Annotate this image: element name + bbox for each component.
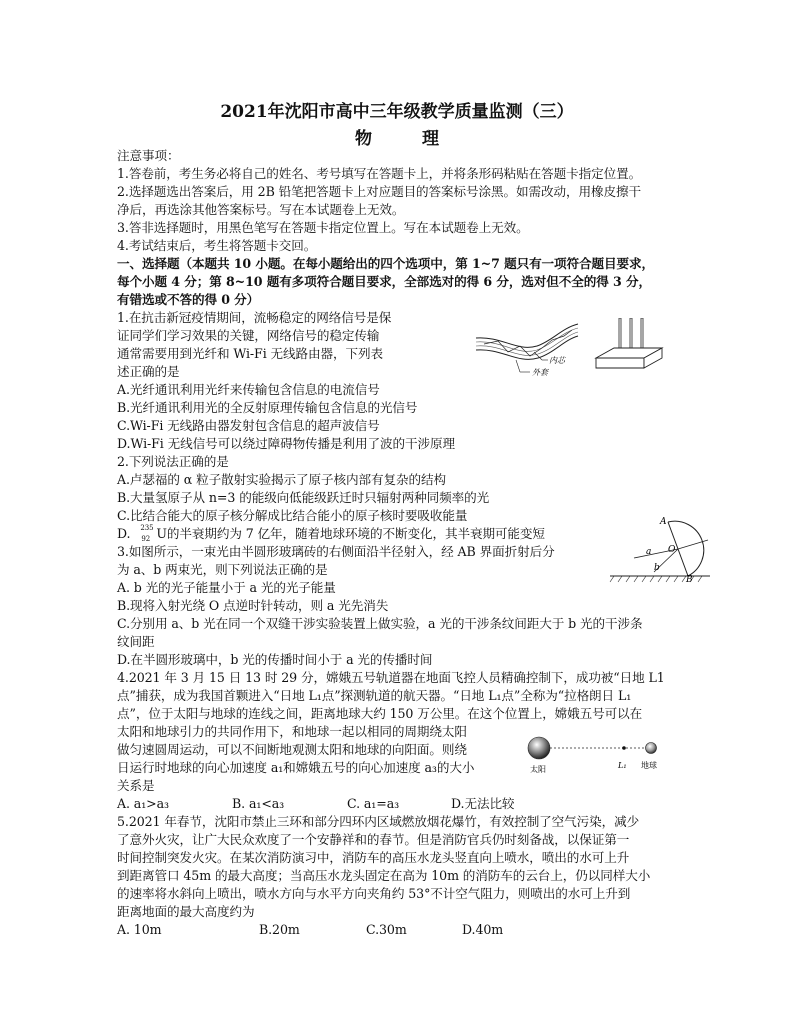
q3-stem: 3.如图所示，一束光由半圆形玻璃砖的右侧面沿半径射入，经 AB 界面折射后分 bbox=[117, 544, 555, 559]
wifi-router-figure bbox=[594, 318, 664, 374]
q2-option-c: C.比结合能大的原子核分解成比结合能小的原子核时要吸收能量 bbox=[117, 508, 468, 523]
q4-stem: 日运行时地球的向心加速度 a₁和嫦娥五号的向心加速度 a₃的大小 bbox=[117, 760, 475, 775]
q1-option-c: C.Wi-Fi 无线路由器发射包含信息的超声波信号 bbox=[117, 418, 380, 433]
q3-option-c: 纹间距 bbox=[117, 634, 155, 649]
notice-item: 4.考试结束后，考生将答题卡交回。 bbox=[117, 238, 317, 253]
optical-fiber-figure bbox=[472, 316, 582, 378]
earth-icon bbox=[646, 743, 657, 754]
l1-point-icon bbox=[622, 746, 626, 750]
nuclide-notation bbox=[140, 523, 156, 543]
q3-option-a: A. b 光的光子能量小于 a 光的光子能量 bbox=[117, 580, 336, 595]
section-heading: 每个小题 4 分；第 8~10 题有多项符合题目要求，全部选对的得 6 分，选对但不全的得 3 分， bbox=[117, 274, 651, 289]
q5-stem: 了意外火灾，让广大民众欢度了一个安静祥和的春节。但是消防官兵仍时刻备战，以保证第一 bbox=[117, 832, 630, 847]
q2-option-d bbox=[117, 525, 545, 543]
sun-earth-l1-figure bbox=[522, 732, 672, 774]
q4-option-c: C. a₁=a₃ bbox=[347, 796, 400, 811]
q4-stem: 4.2021 年 3 月 15 日 13 时 29 分，嫦娥五号轨道器在地面飞控人员精确控制下，成功被“日地 L1 bbox=[117, 670, 665, 685]
q3-option-d: D.在半圆形玻璃中，b 光的传播时间小于 a 光的传播时间 bbox=[117, 652, 433, 667]
q2-option-d-text: U的半衰期约为 7 亿年，随着地球环境的不断变化，其半衰期可能变短 bbox=[156, 526, 545, 541]
section-heading: 一、选择题（本题共 10 小题。在每小题给出的四个选项中，第 1~7 题只有一项符合题目要求， bbox=[117, 256, 655, 271]
q5-stem: 距离地面的最大高度约为 bbox=[117, 904, 255, 919]
notice-item: 净后，再选涂其他答案标号。写在本试题卷上无效。 bbox=[117, 202, 405, 217]
point-a-label: A bbox=[660, 517, 667, 527]
fiber-sheath-label: 外套 bbox=[532, 368, 548, 377]
q1-stem: 1.在抗击新冠疫情期间，流畅稳定的网络信号是保 bbox=[117, 310, 392, 325]
atomic-number: 92 bbox=[141, 534, 151, 543]
earth-label: 地球 bbox=[641, 761, 657, 770]
ray-a-label: a bbox=[646, 547, 652, 557]
ray-b-label: b bbox=[654, 563, 660, 573]
q2-option-b: B.大量氢原子从 n=3 的能级向低能级跃迁时只辐射两种同频率的光 bbox=[117, 490, 490, 505]
q3-option-b: B.现将入射光绕 O 点逆时针转动，则 a 光先消失 bbox=[117, 598, 389, 613]
q5-stem: 5.2021 年春节，沈阳市禁止三环和部分四环内区域燃放烟花爆竹，有效控制了空气污染，减少 bbox=[117, 814, 640, 829]
q5-option-b: B.20m bbox=[259, 922, 300, 937]
q4-option-a: A. a₁>a₃ bbox=[117, 796, 169, 811]
q4-stem: 太阳和地球引力的共同作用下，和地球一起以相同的周期绕太阳 bbox=[117, 724, 467, 739]
q5-option-a: A. 10m bbox=[117, 922, 162, 937]
notice-item: 1.答卷前，考生务必将自己的姓名、考号填写在答题卡上，并将条形码粘贴在答题卡指定位置。 bbox=[117, 166, 642, 181]
q4-option-d: D.无法比较 bbox=[451, 796, 515, 811]
q2-option-d-prefix: D. bbox=[117, 526, 131, 541]
fiber-core-label: 内芯 bbox=[549, 356, 565, 365]
q1-stem: 证同学们学习效果的关键，网络信号的稳定传输 bbox=[117, 328, 380, 343]
semicircle-glass-figure bbox=[604, 512, 716, 584]
q5-option-d: D.40m bbox=[462, 922, 504, 937]
q1-option-b: B.光纤通讯利用光的全反射原理传输包含信息的光信号 bbox=[117, 400, 418, 415]
point-o-label: O bbox=[668, 545, 676, 555]
q5-stem: 的速率将水斜向上喷出，喷水方向与水平方向夹角约 53°不计空气阻力，则喷出的水可上升到 bbox=[117, 886, 631, 901]
exam-title: 2021年沈阳市高中三年级教学质量监测（三） bbox=[220, 102, 574, 122]
mass-number: 235 bbox=[140, 523, 154, 532]
notice-item: 3.答非选择题时，用黑色笔写在答题卡指定位置上。写在本试题卷上无效。 bbox=[117, 220, 529, 235]
q4-stem: 点”捕获，成为我国首颗进入“日地 L₁点”探测轨道的航天器。“日地 L₁点”全称为“拉格朗日 L₁ bbox=[117, 688, 632, 703]
notice-heading: 注意事项： bbox=[117, 148, 180, 163]
q1-stem: 述正确的是 bbox=[117, 364, 180, 379]
q1-option-d: D.Wi-Fi 无线信号可以绕过障碍物传播是利用了波的干涉原理 bbox=[117, 436, 455, 451]
q2-stem: 2.下列说法正确的是 bbox=[117, 454, 229, 469]
q3-stem: 为 a、b 两束光，则下列说法正确的是 bbox=[117, 562, 328, 577]
sun-label: 太阳 bbox=[530, 765, 546, 774]
subject-title: 物 理 bbox=[355, 129, 461, 149]
q5-stem: 到距离管口 45m 的最大高度；当高压水龙头固定在高为 10m 的消防车的云台上，仍以同样大小 bbox=[117, 868, 651, 883]
q5-stem: 时间控制突发火灾。在某次消防演习中，消防车的高压水龙头竖直向上喷水，喷出的水可上升 bbox=[117, 850, 630, 865]
q4-stem: 做匀速圆周运动，可以不间断地观测太阳和地球的向阳面。则绕 bbox=[117, 742, 467, 757]
q4-stem: 点”，位于太阳与地球的连线之间，距离地球大约 150 万公里。在这个位置上，嫦娥五号可以在 bbox=[117, 706, 643, 721]
q2-option-a: A.卢瑟福的 α 粒子散射实验揭示了原子核内部有复杂的结构 bbox=[117, 472, 446, 487]
point-b-label: B bbox=[686, 575, 693, 584]
q1-stem: 通常需要用到光纤和 Wi-Fi 无线路由器，下列表 bbox=[117, 346, 383, 361]
q4-stem: 关系是 bbox=[117, 778, 155, 793]
sun-icon bbox=[528, 737, 550, 759]
l1-label: L₁ bbox=[618, 761, 627, 770]
q3-option-c: C.分别用 a、b 光在同一个双缝干涉实验装置上做实验，a 光的干涉条纹间距大于 b 光的干涉条 bbox=[117, 616, 643, 631]
q1-option-a: A.光纤通讯利用光纤来传输包含信息的电流信号 bbox=[117, 382, 380, 397]
notice-item: 2.选择题选出答案后，用 2B 铅笔把答题卡上对应题目的答案标号涂黑。如需改动，用橡皮擦干 bbox=[117, 184, 641, 199]
q4-option-b: B. a₁<a₃ bbox=[232, 796, 285, 811]
section-heading: 有错选或不答的得 0 分） bbox=[117, 292, 260, 307]
q5-option-c: C.30m bbox=[366, 922, 407, 937]
